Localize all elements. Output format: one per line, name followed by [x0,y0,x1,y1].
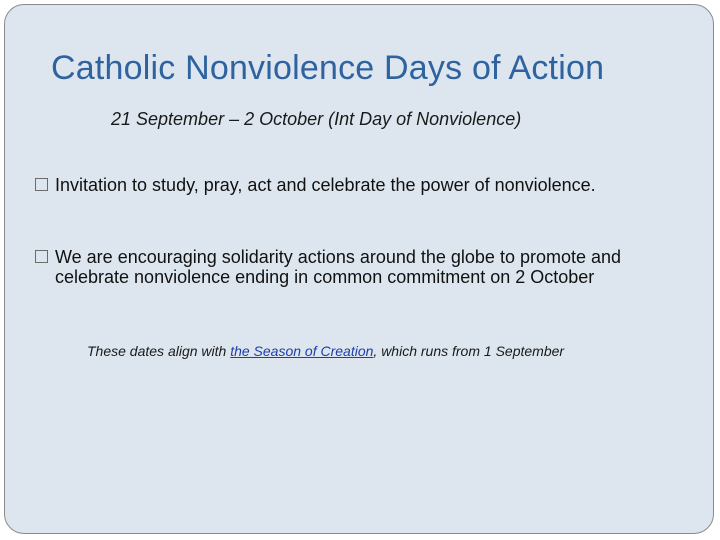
bullet-item [35,247,695,287]
bullet-text: Invitation to study, pray, act and celebrate the power of nonviolence. [55,175,596,195]
slide [4,4,714,534]
season-of-creation-link[interactable]: the Season of Creation [230,343,374,359]
note-text-after: , which runs from 1 September [373,343,565,359]
square-bullet-icon [35,178,48,191]
bullet-text: We are encouraging solidarity actions around the globe to promote and celebrate nonviolence ending in common commitment on 2 October [55,247,622,287]
note-text-before: These dates align with [87,343,231,359]
slide-subtitle: 21 September – 2 October (Int Day of Nonviolence) [111,109,522,129]
square-bullet-icon [35,250,48,263]
bullet-item [35,175,695,195]
season-note [87,343,564,359]
slide-title: Catholic Nonviolence Days of Action [51,49,605,87]
